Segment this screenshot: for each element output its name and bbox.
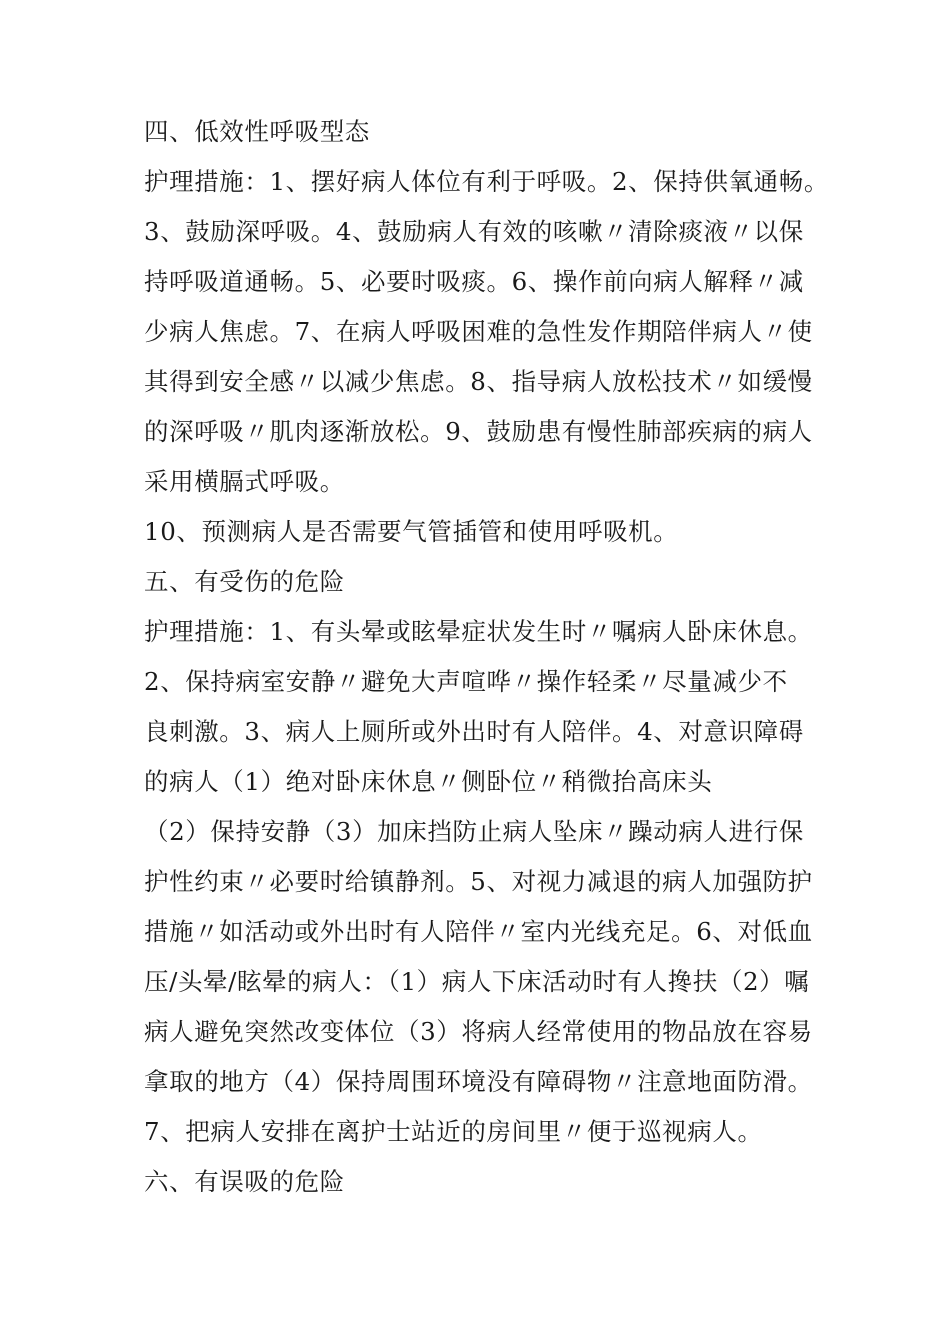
section-heading-6: 六、有误吸的危险	[144, 1167, 345, 1196]
text-line: 的深呼吸〃肌肉逐渐放松。9、鼓励患有慢性肺部疾病的病人	[144, 417, 813, 446]
text-line: 压/头晕/眩晕的病人：（1）病人下床活动时有人搀扶（2）嘱	[144, 967, 810, 996]
text-line: 持呼吸道通畅。5、必要时吸痰。6、操作前向病人解释〃减	[144, 267, 804, 296]
text-line: 2、保持病室安静〃避免大声喧哗〃操作轻柔〃尽量减少不	[144, 667, 788, 696]
text-line: 少病人焦虑。7、在病人呼吸困难的急性发作期陪伴病人〃使	[144, 317, 813, 346]
text-line: 措施〃如活动或外出时有人陪伴〃室内光线充足。6、对低血	[144, 917, 813, 946]
text-line: 其得到安全感〃以减少焦虑。8、指导病人放松技术〃如缓慢	[144, 367, 813, 396]
text-line: （2）保持安静（3）加床挡防止病人坠床〃躁动病人进行保	[144, 817, 804, 846]
text-line: 10、预测病人是否需要气管插管和使用呼吸机。	[144, 517, 679, 546]
text-line: 的病人（1）绝对卧床休息〃侧卧位〃稍微抬高床头	[144, 767, 713, 796]
section-heading-4: 四、低效性呼吸型态	[144, 117, 370, 146]
text-line: 护理措施：1、摆好病人体位有利于呼吸。2、保持供氧通畅。	[144, 167, 829, 196]
text-line: 良刺激。3、病人上厕所或外出时有人陪伴。4、对意识障碍	[144, 717, 804, 746]
text-line: 拿取的地方（4）保持周围环境没有障碍物〃注意地面防滑。	[144, 1067, 813, 1096]
text-line: 7、把病人安排在离护士站近的房间里〃便于巡视病人。	[144, 1117, 763, 1146]
text-line: 护性约束〃必要时给镇静剂。5、对视力减退的病人加强防护	[144, 867, 813, 896]
text-line: 病人避免突然改变体位（3）将病人经常使用的物品放在容易	[144, 1017, 813, 1046]
text-line: 3、鼓励深呼吸。4、鼓励病人有效的咳嗽〃清除痰液〃以保	[144, 217, 804, 246]
section-heading-5: 五、有受伤的危险	[144, 567, 345, 596]
text-line: 采用横膈式呼吸。	[144, 467, 345, 496]
text-line: 护理措施：1、有头晕或眩晕症状发生时〃嘱病人卧床休息。	[144, 617, 813, 646]
